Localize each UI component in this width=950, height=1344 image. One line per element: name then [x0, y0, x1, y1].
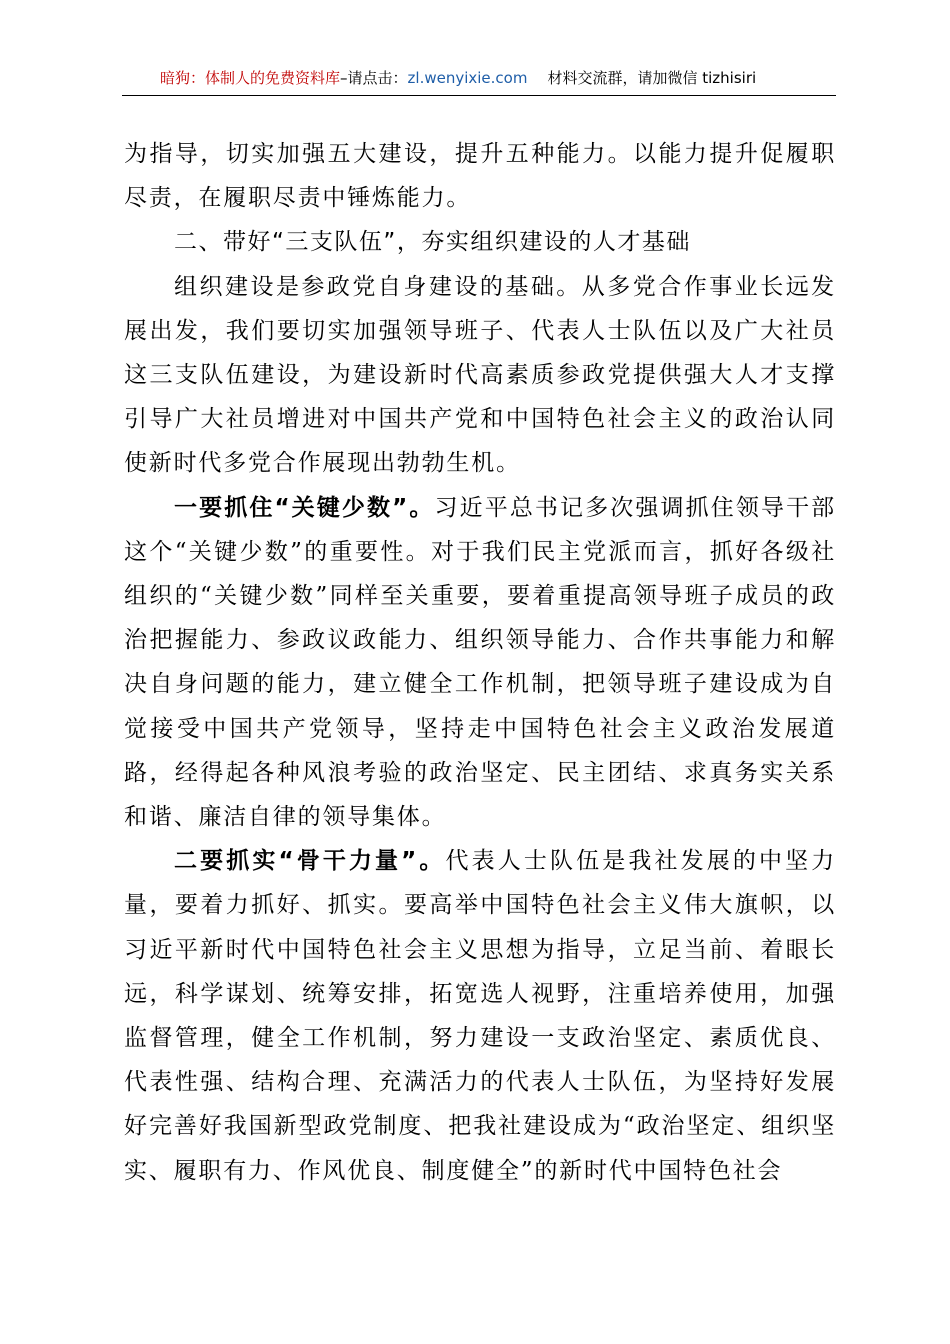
header-click-prompt: –请点击：: [340, 69, 408, 87]
section-heading-2: 二、带好“三支队伍”，夯实组织建设的人才基础: [174, 229, 691, 256]
paragraph-1: 为指导，切实加强五大建设，提升五种能力。以能力提升促履职尽责，在履职尽责中锤炼能力。: [124, 141, 836, 212]
header-divider: [122, 95, 836, 96]
header-url-link[interactable]: zl.wenyixie.com: [407, 69, 528, 87]
header-brand: 暗狗：体制人的免费资料库: [160, 69, 341, 87]
paragraph-3-lead: 一要抓住“关键少数”。: [174, 494, 435, 521]
paragraph-4: [124, 839, 836, 1193]
paragraph-4-body: 代表人士队伍是我社发展的中坚力量，要着力抓好、抓实。要高举中国特色社会主义伟大旗帜，以习近平新时代中国特色社会主义思想为指导，立足当前、着眼长远，科学谋划、统筹安排，拓宽选人视野，注重培养使用，加强监督管理，健全工作机制，努力建设一支政治坚定、素质优良、代表性强、结构合理、充满活力的代表人士队伍，为坚持好发展好完善好我国新型政党制度、把我社建设成为“政治坚定、组织坚实、履职有力、作风优良、制度健全”的新时代中国特色社会: [124, 848, 837, 1184]
document-body: [124, 132, 836, 1193]
page-header: [122, 62, 836, 94]
header-contact: 材料交流群，请加微信 tizhisiri: [547, 69, 757, 87]
paragraph-4-lead: 二要抓实“骨干力量”。: [174, 848, 446, 875]
paragraph-2: 组织建设是参政党自身建设的基础。从多党合作事业长远发展出发，我们要切实加强领导班子、代表人士队伍以及广大社员这三支队伍建设，为建设新时代高素质参政党提供强大人才支撑引导广大社员增进对中国共产党和中国特色社会主义的政治认同使新时代多党合作展现出勃勃生机。: [124, 273, 836, 477]
paragraph-3-body: 习近平总书记多次强调抓住领导干部这个“关键少数”的重要性。对于我们民主党派而言，抓好各级社组织的“关键少数”同样至关重要，要着重提高领导班子成员的政治把握能力、参政议政能力、组织领导能力、合作共事能力和解决自身问题的能力，建立健全工作机制，把领导班子建设成为自觉接受中国共产党领导，坚持走中国特色社会主义政治发展道路，经得起各种风浪考验的政治坚定、民主团结、求真务实关系和谐、廉洁自律的领导集体。: [124, 494, 836, 831]
paragraph-3: [124, 486, 836, 840]
